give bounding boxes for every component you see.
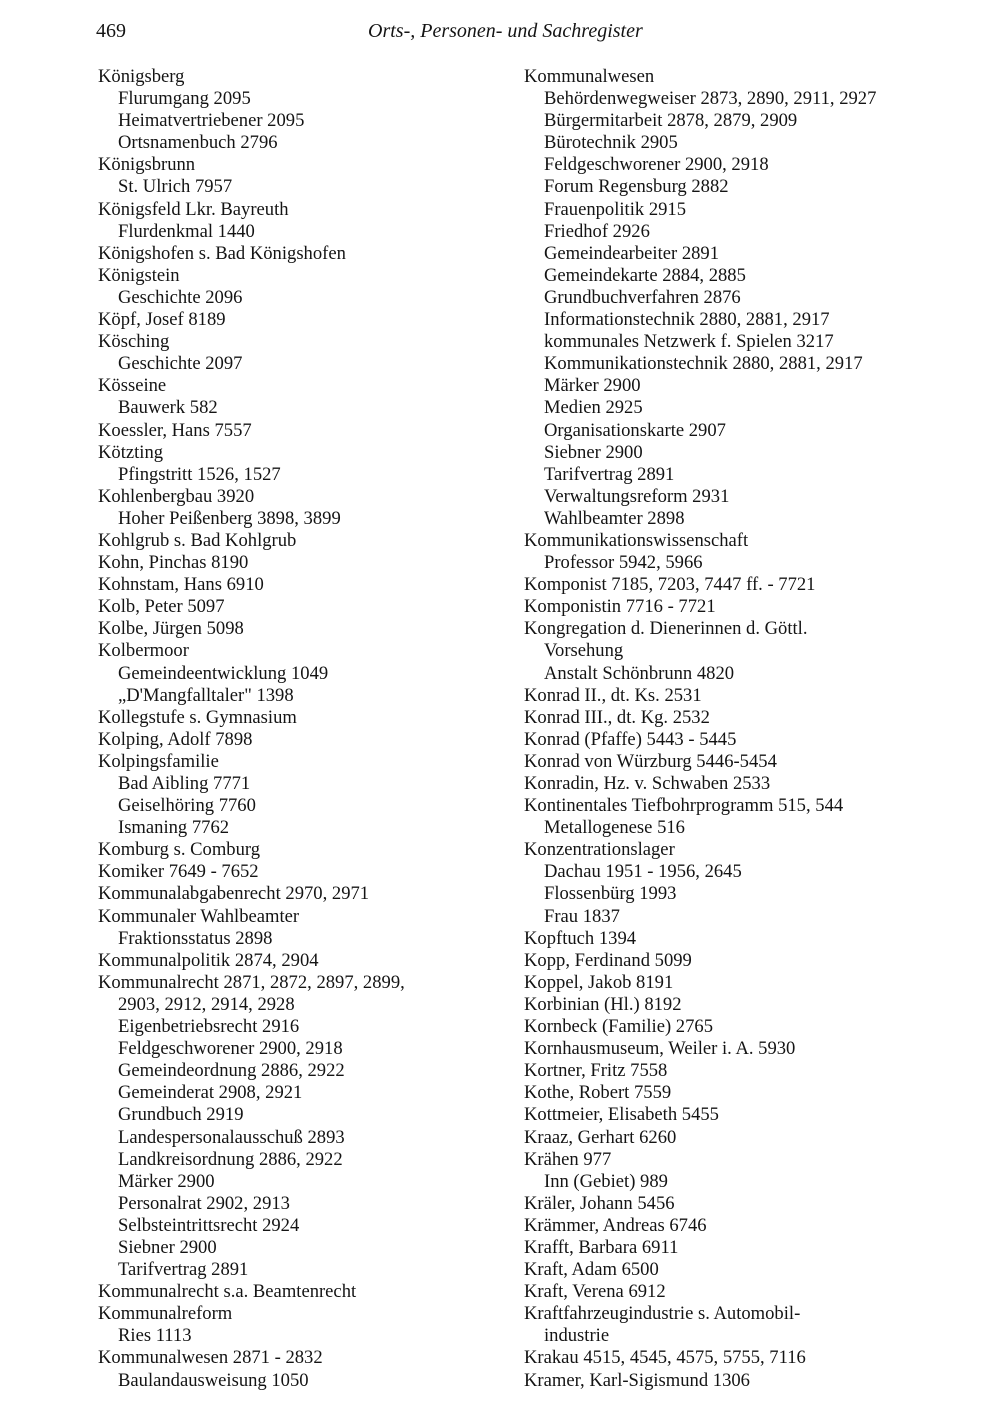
index-entry: Kramer, Karl-Sigismund 1306 [524, 1369, 750, 1391]
index-entry: Kösseine [98, 375, 167, 397]
index-subentry: St. Ulrich 7957 [118, 176, 233, 198]
index-subentry: Bad Aibling 7771 [118, 773, 251, 794]
index-entry: Kolbermoor [98, 640, 189, 662]
index-entry: Königstein [98, 264, 180, 286]
index-entry: Kopftuch 1394 [524, 927, 637, 949]
index-subentry: industrie [544, 1325, 610, 1347]
index-entry: Krämmer, Andreas 6746 [524, 1214, 707, 1236]
index-entry: Kohnstam, Hans 6910 [98, 574, 264, 596]
index-entry: Königshofen s. Bad Königshofen [98, 242, 346, 264]
index-subentry: Gemeindekarte 2884, 2885 [544, 264, 746, 286]
index-entry: Kollegstufe s. Gymnasium [98, 706, 297, 728]
index-entry: Kräler, Johann 5456 [524, 1192, 675, 1214]
index-entry: Kommunalabgabenrecht 2970, 2971 [98, 883, 370, 905]
index-entry: Kommunalpolitik 2874, 2904 [98, 949, 319, 971]
index-subentry: Baulandausweisung 1050 [118, 1369, 309, 1391]
index-entry: Kontinentales Tiefbohrprogramm 515, 544 [524, 795, 844, 817]
index-subentry: Metallogenese 516 [544, 817, 685, 839]
index-subentry: Geiselhöring 7760 [118, 795, 256, 817]
index-entry: Kolb, Peter 5097 [98, 596, 225, 618]
index-entry: Kommunalwesen [524, 66, 655, 87]
index-subentry: Wahlbeamter 2898 [544, 507, 685, 529]
index-entry: Kommunalrecht 2871, 2872, 2897, 2899, [98, 971, 405, 993]
index-subentry: Geschichte 2097 [118, 353, 243, 375]
index-subentry: Hoher Peißenberg 3898, 3899 [118, 507, 341, 529]
index-subentry: Selbsteintrittsrecht 2924 [118, 1214, 300, 1236]
index-entry: Kohlenbergbau 3920 [98, 485, 255, 507]
index-subentry: Ries 1113 [118, 1325, 192, 1347]
index-subentry: Siebner 2900 [544, 441, 643, 463]
index-subentry: Grundbuch 2919 [118, 1104, 244, 1126]
index-entry: Kornhausmuseum, Weiler i. A. 5930 [524, 1038, 796, 1060]
index-entry: Konrad III., dt. Kg. 2532 [524, 706, 710, 728]
index-subentry: Gemeindeentwicklung 1049 [118, 662, 329, 684]
index-entry: Krakau 4515, 4545, 4575, 5755, 7116 [524, 1347, 806, 1369]
index-entry: Kolbe, Jürgen 5098 [98, 618, 244, 640]
index-subentry: Forum Regensburg 2882 [544, 176, 729, 198]
index-entry: Kommunikationswissenschaft [524, 529, 749, 551]
index-subentry: Gemeindearbeiter 2891 [544, 242, 720, 264]
index-subentry: Inn (Gebiet) 989 [544, 1170, 668, 1192]
index-entry: Königsberg [98, 66, 185, 87]
index-entry: Kraft, Verena 6912 [524, 1281, 666, 1303]
index-entry: Komiker 7649 - 7652 [98, 861, 259, 883]
index-subentry: Landespersonalausschuß 2893 [118, 1126, 345, 1148]
index-subentry: Bauwerk 582 [118, 397, 218, 419]
index-entry: Koppel, Jakob 8191 [524, 971, 674, 993]
index-subentry: „D'Mangfalltaler" 1398 [118, 684, 294, 706]
index-subentry: Vorsehung [544, 640, 624, 662]
index-entry: Koessler, Hans 7557 [98, 419, 252, 441]
index-entry: Kraaz, Gerhart 6260 [524, 1126, 677, 1148]
index-subentry: Pfingstritt 1526, 1527 [118, 463, 281, 485]
right-index-column [524, 66, 944, 1392]
index-entry: Korbinian (Hl.) 8192 [524, 993, 682, 1015]
index-subentry: Märker 2900 [544, 375, 641, 397]
index-subentry: Feldgeschworener 2900, 2918 [544, 154, 769, 176]
index-subentry: Professor 5942, 5966 [544, 552, 703, 574]
index-entry: Königsfeld Lkr. Bayreuth [98, 198, 289, 220]
index-entry: Kolpingsfamilie [98, 750, 219, 772]
page-number: 469 [96, 20, 126, 42]
index-subentry: Flurdenkmal 1440 [118, 220, 255, 242]
index-subentry: Verwaltungsreform 2931 [544, 485, 730, 507]
index-entry: Königsbrunn [98, 154, 196, 176]
index-entry: Kortner, Fritz 7558 [524, 1060, 668, 1082]
index-subentry: Informationstechnik 2880, 2881, 2917 [544, 309, 830, 331]
index-subentry: Heimatvertriebener 2095 [118, 110, 305, 132]
index-subentry: Ortsnamenbuch 2796 [118, 132, 278, 154]
index-subentry: Ismaning 7762 [118, 817, 230, 839]
index-subentry: Siebner 2900 [118, 1236, 217, 1258]
index-entry: Kohlgrub s. Bad Kohlgrub [98, 529, 297, 551]
index-entry: Komburg s. Comburg [98, 839, 261, 861]
index-subentry: Dachau 1951 - 1956, 2645 [544, 861, 742, 883]
index-subentry: Fraktionsstatus 2898 [118, 927, 273, 949]
index-subentry: Tarifvertrag 2891 [118, 1259, 249, 1281]
index-entry: Köpf, Josef 8189 [98, 309, 226, 331]
index-subentry: Grundbuchverfahren 2876 [544, 286, 741, 308]
index-entry: Konrad II., dt. Ks. 2531 [524, 684, 702, 706]
index-entry: Kommunaler Wahlbeamter [98, 905, 300, 927]
index-subentry: Flossenbürg 1993 [544, 883, 677, 905]
index-subentry: Gemeindeordnung 2886, 2922 [118, 1060, 345, 1082]
index-subentry: Feldgeschworener 2900, 2918 [118, 1038, 343, 1060]
index-subentry: Organisationskarte 2907 [544, 419, 726, 441]
index-subentry: Eigenbetriebsrecht 2916 [118, 1016, 300, 1038]
index-subentry: Tarifvertrag 2891 [544, 463, 675, 485]
index-subentry: Personalrat 2902, 2913 [118, 1192, 290, 1214]
index-entry: Konzentrationslager [524, 839, 675, 861]
index-entry: Kornbeck (Familie) 2765 [524, 1016, 713, 1038]
index-subentry: kommunales Netzwerk f. Spielen 3217 [544, 331, 834, 353]
index-subentry: Landkreisordnung 2886, 2922 [118, 1148, 343, 1170]
index-entry: Kolping, Adolf 7898 [98, 728, 253, 750]
index-entry: Komponist 7185, 7203, 7447 ff. - 7721 [524, 574, 816, 596]
index-subentry: Bürgermitarbeit 2878, 2879, 2909 [544, 110, 798, 132]
running-title: Orts-, Personen- und Sachregister [368, 20, 643, 42]
index-entry: Kommunalwesen 2871 - 2832 [98, 1347, 323, 1369]
index-subentry: Anstalt Schönbrunn 4820 [544, 662, 735, 684]
page-header [96, 20, 914, 50]
index-entry: Kraft, Adam 6500 [524, 1259, 659, 1281]
index-entry: Konrad (Pfaffe) 5443 - 5445 [524, 728, 737, 750]
index-subentry: Frauenpolitik 2915 [544, 198, 687, 220]
index-subentry: Behördenwegweiser 2873, 2890, 2911, 2927 [544, 88, 877, 110]
index-entry: Kongregation d. Dienerinnen d. Göttl. [524, 618, 808, 640]
left-index-column [98, 66, 518, 1392]
index-entry: Komponistin 7716 - 7721 [524, 596, 716, 618]
index-entry: Konradin, Hz. v. Schwaben 2533 [524, 773, 771, 794]
index-entry: Kopp, Ferdinand 5099 [524, 949, 692, 971]
index-entry: Krähen 977 [524, 1148, 612, 1170]
index-subentry: Bürotechnik 2905 [544, 132, 678, 154]
index-subentry: Kommunikationstechnik 2880, 2881, 2917 [544, 353, 863, 375]
index-subentry: Frau 1837 [544, 905, 620, 927]
index-entry: Kötzting [98, 441, 164, 463]
index-entry: Kottmeier, Elisabeth 5455 [524, 1104, 719, 1126]
index-subentry: Flurumgang 2095 [118, 88, 251, 110]
index-entry: Kothe, Robert 7559 [524, 1082, 672, 1104]
index-subentry: Geschichte 2096 [118, 286, 243, 308]
index-entry: Kösching [98, 331, 170, 353]
index-entry: Konrad von Würzburg 5446-5454 [524, 750, 777, 772]
index-subentry: Friedhof 2926 [544, 220, 650, 242]
index-subentry: Gemeinderat 2908, 2921 [118, 1082, 303, 1104]
index-entry: Kommunalreform [98, 1303, 233, 1325]
index-entry: Kohn, Pinchas 8190 [98, 552, 249, 574]
index-subentry: Märker 2900 [118, 1170, 215, 1192]
index-entry: Kommunalrecht s.a. Beamtenrecht [98, 1281, 357, 1303]
index-subentry: Medien 2925 [544, 397, 643, 419]
index-entry: Krafft, Barbara 6911 [524, 1236, 679, 1258]
index-entry: Kraftfahrzeugindustrie s. Automobil- [524, 1303, 801, 1325]
index-subentry: 2903, 2912, 2914, 2928 [118, 993, 295, 1015]
